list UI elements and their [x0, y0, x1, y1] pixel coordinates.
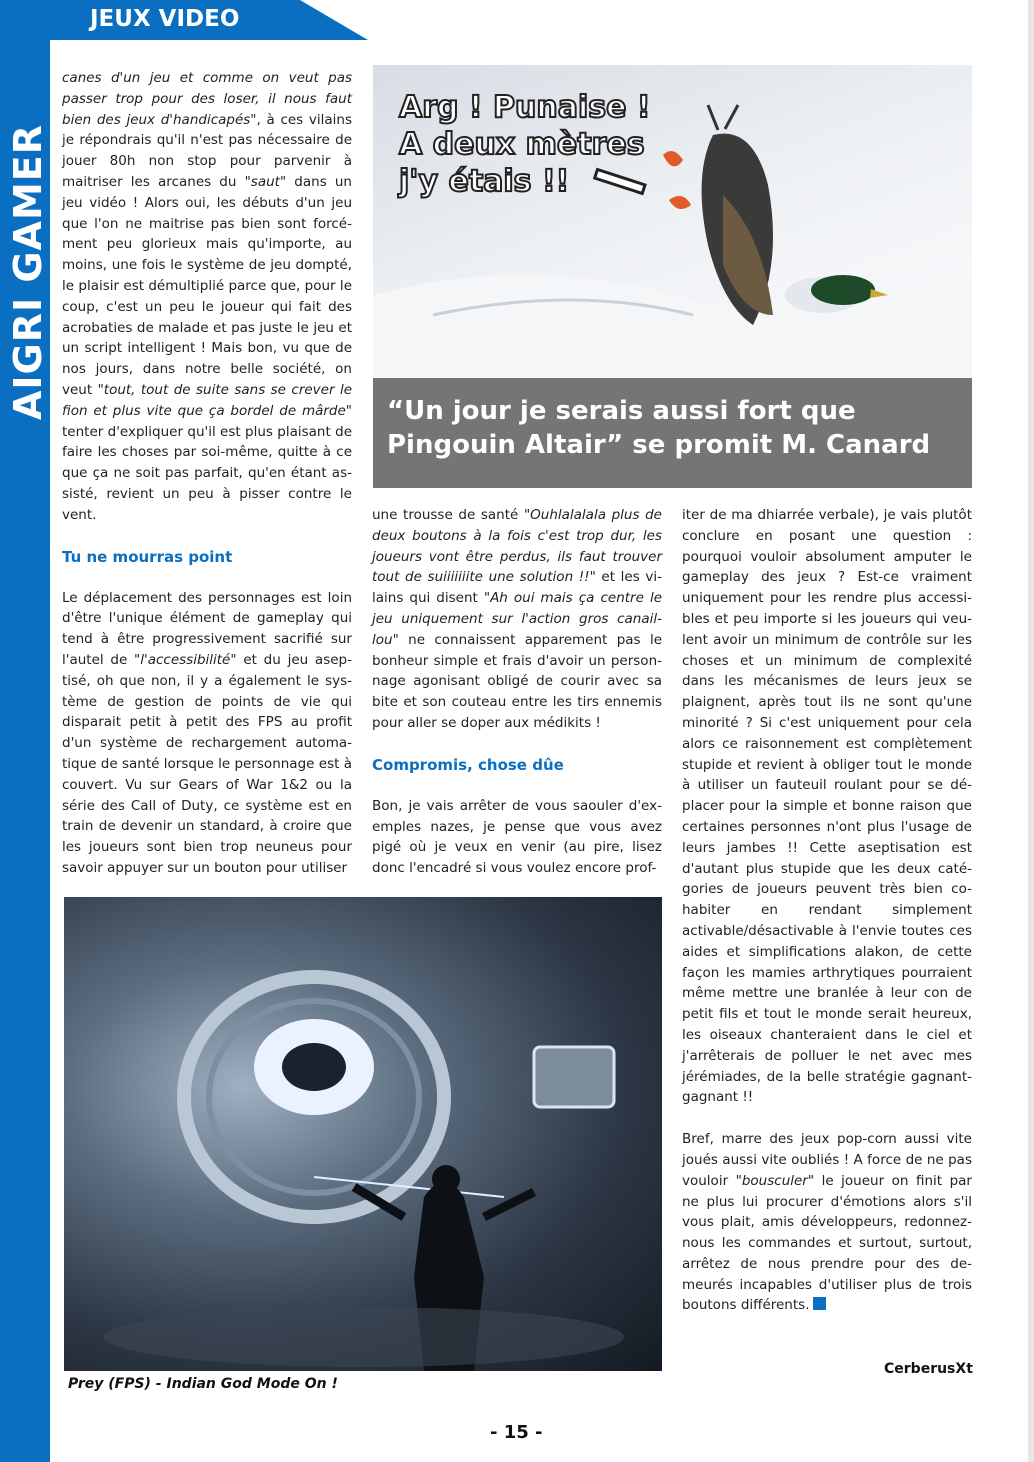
quote: "l'accessibilité": [134, 651, 237, 668]
duck-photo: [373, 65, 972, 488]
paragraph: [682, 1129, 972, 1316]
overlay-line: j'y étais !!: [399, 164, 570, 199]
text: Le déplacement des personnages est loin d'être l'unique élément de gameplay qui tend à être progressivement sacrifié sur l'autel de: [62, 589, 352, 668]
end-mark-icon: [813, 1297, 826, 1310]
sidebar-title: AIGRI GAMER: [6, 124, 50, 420]
paragraph: [372, 505, 662, 734]
page-edge: [1028, 0, 1034, 1462]
photo-overlay-text: [399, 89, 651, 200]
quote: "Ouhlalalala plus de deux boutons à la fois c'est trop dur, les joueurs vont être perdus, ils faut trouver tout de suiiiiiiite une solution !!": [372, 507, 662, 586]
caption-band: [373, 378, 972, 488]
column-1: [62, 68, 352, 900]
quote: canes d'un jeu et comme on veut pas passer trop pour des loser, il nous faut bien des jeux d'handicapés": [62, 70, 352, 128]
paragraph: [62, 68, 352, 526]
subheading: Compromis, chose dûe: [372, 755, 564, 774]
page-number: - 15 -: [490, 1422, 543, 1443]
quote: "tout, tout de suite sans se crever le fion et plus vite que ça bordel de mârde": [62, 381, 352, 419]
subheading: Tu ne mourras point: [62, 547, 233, 566]
section-title: JEUX VIDEO: [90, 6, 240, 32]
overlay-line: Arg ! Punaise !: [399, 90, 651, 125]
text: Bref, marre des jeux pop-corn aussi vite joués aussi vite oubliés ! A force de ne pas vouloir: [682, 1131, 972, 1189]
quote: "bousculer": [735, 1172, 815, 1189]
text: ne connaissent apparement pas le bonheur simple et frais d'avoir un person-nage agonisant obligé de courir avec sa bite et son couteau entre les tirs ennemis pour aller se doper aux médikits !: [372, 631, 662, 731]
text: dans un jeu vidéo ! Alors oui, les débuts d'un jeu que l'on ne maitrise pas bien sont forcé-ment peu glorieux mais qu'importe, au moins, une fois le système de jeu dompté, le plaisir est démultiplié parce que, pour le coup, c'est un peu le joueur qui fait des acrobaties de malade et pas juste le jeu et un script intelligent ! Mais bon, vu que de nos jours, dans notre belle société, on veut: [62, 173, 352, 398]
text: une trousse de santé: [372, 507, 524, 523]
paragraph: iter de ma dhiarrée verbale), je vais plutôt conclure en posant une question : pourquoi vouloir absolument amputer le gameplay des jeux ? Est-ce vraiment uniquement pour les rendre plus accessi-bles et peu importe si les joueurs qui veu-lent avoir un minimum de contrôle sur les choses et un minimum de complexité dans les mécanismes de leurs jeux se plaignent, après tout ils ne sont qu'une minorité ? Si c'est uniquement pour cela alors ce raisonnement est complètement stupide et revient à obliger tout le monde à utiliser un fauteuil roulant pour se dé-placer pour la simple et bonne raison que certaines personnes n'ont plus l'usage de leurs jambes !! Cette aseptisation est d'autant plus stupide que les deux caté-gories de joueurs peuvent très bien co-habiter en rendant simplement activable/désactivable à l'envie toutes ces aides et simplifications alakon, de cette façon les mamies arthrytiques pourraient même mettre une branlée à leur con de petit fils et tout le monde serait heureux, les oiseaux chanteraient dans le ciel et j'arrêterais de polluer le net avec mes jérémiades, de la belle stratégie gagnant-gagnant !!: [682, 507, 972, 1106]
prey-screenshot: [64, 897, 662, 1371]
portal-illustration: [64, 897, 662, 1371]
text: et les vi-lains qui disent: [372, 569, 662, 607]
text: tenter d'expliquer qu'il est plus plaisant de faire les choses par soi-même, quitte à ce que ça ne soit pas parfait, qu'en étant as-sisté, revient un peu à pisser contre le vent.: [62, 423, 352, 523]
paragraph: Bon, je vais arrêter de vous saouler d'ex-emples nazes, je pense que vous avez pigé où je veux en venir (au pire, lisez donc l'encadré si vous voulez encore prof-: [372, 797, 662, 877]
quote: "Ah oui mais ça centre le jeu uniquement sur l'action gros canail-lou": [372, 590, 662, 648]
text: , à ces vilains je répondrais qu'il n'est pas nécessaire de jouer 80h non stop pour parvenir à maitriser les arcanes du: [62, 111, 352, 190]
photo-caption: Prey (FPS) - Indian God Mode On !: [68, 1376, 338, 1392]
column-2: [372, 505, 662, 900]
text: et du jeu asep-tisé, oh que non, il y a également le sys-tème de gestion de points de vie qui disparait petit à petit des FPS au profit d'un système de rechargement automa-tique de santé lorsque le personnage est à couvert. Vu sur Gears of War 1&2 ou la série des Call of Duty, ce système est en train de devenir un standard, à croire que les joueurs sont bien trop neuneus pour savoir appuyer sur un bouton pour utiliser: [62, 651, 352, 876]
image-caption: “Un jour je serais aussi fort que Pingouin Altair” se promit M. Canard: [387, 396, 931, 460]
paragraph: [62, 588, 352, 879]
author-name: CerberusXt: [884, 1361, 973, 1377]
column-3: [682, 505, 972, 1337]
quote: "saut": [244, 173, 287, 190]
text: le joueur on finit par ne plus lui procurer d'émotions alors s'il vous plait, amis développeurs, redonnez-nous les commandes et surtout, surtout, arrêtez de nous prendre pour des de-meurés incapables d'utiliser plus de trois boutons différents.: [682, 1172, 972, 1314]
overlay-line: A deux mètres: [399, 127, 645, 162]
